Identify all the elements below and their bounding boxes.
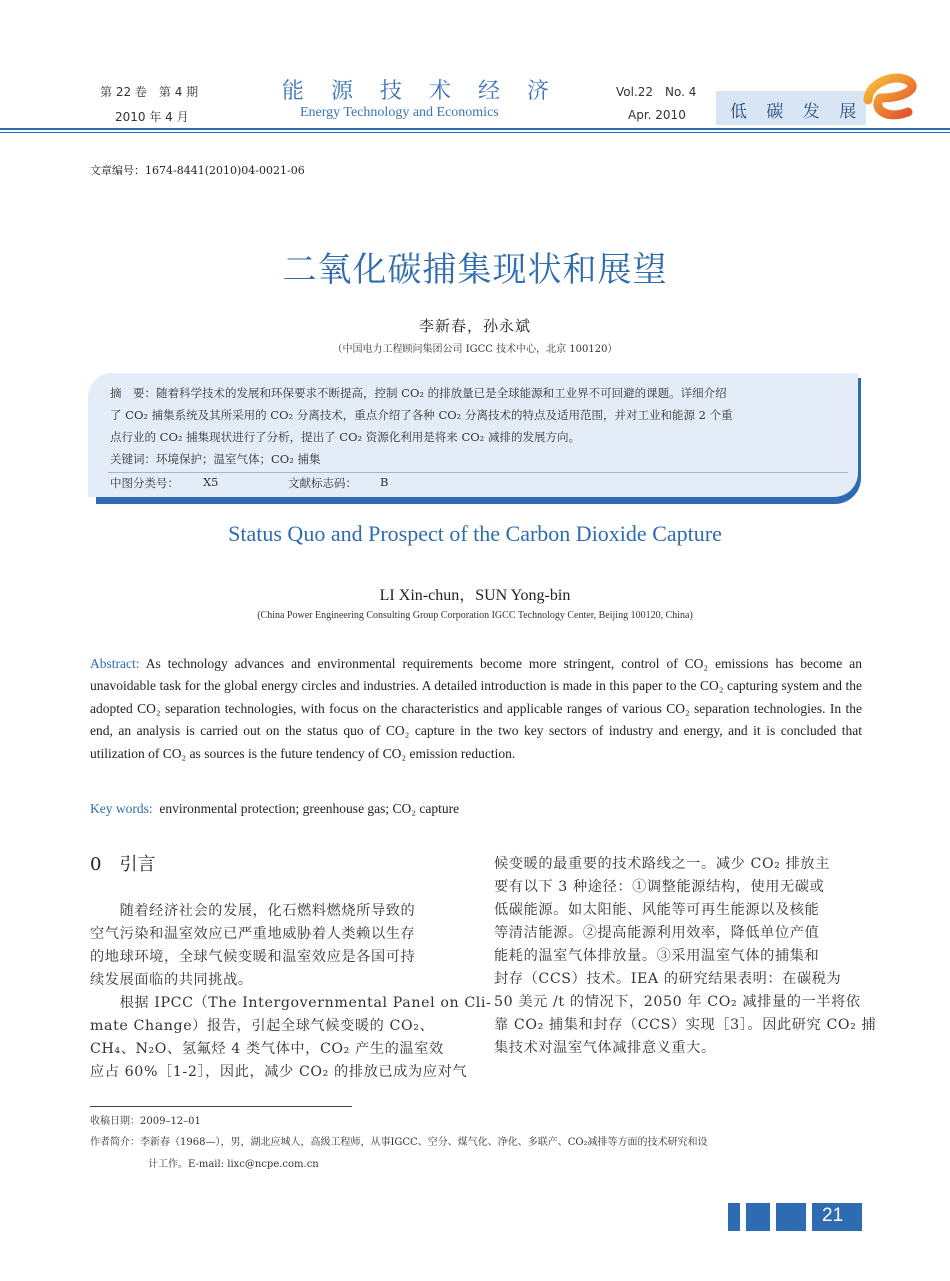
body-line: 靠 CO₂ 捕集和封存（CCS）实现［3］。因此研究 CO₂ 捕 — [494, 1017, 877, 1033]
clc-label: 中图分类号： — [110, 476, 179, 490]
abstract-cn-line: 摘 要：随着科学技术的发展和环保要求不断提高，控制 CO₂ 的排放量已是全球能源和工业界不可回避的课题。详细介绍 — [110, 386, 727, 400]
doc-code-label: 文献标志码： — [288, 476, 357, 490]
body-line: 能耗的温室气体排放量。③采用温室气体的捕集和 — [494, 948, 820, 964]
abstract-en-text: As technology advances and environmental requirements become more stringent, control of CO₂ emissions has become an unavoidable task for the global energy circles and industries. A detailed introduction is made in this paper to the CO₂ capturing system and the adopted CO₂ separation technologies, with focus on the characteristics and applicable ranges of various CO₂ separation technologies. In the end, an analysis is carried out on the status quo of CO₂ capture in the two key sectors of industry and energy, and it is concluded that utilization of CO₂ as sources is the future tendency of CO₂ emission reduction. — [90, 656, 862, 761]
affiliation-cn: （中国电力工程顾问集团公司 IGCC 技术中心，北京 100120） — [332, 344, 618, 355]
section-heading: 0 引言 — [90, 854, 156, 875]
body-line: 要有以下 3 种途径：①调整能源结构，使用无碳或 — [494, 879, 825, 895]
journal-title-en: Energy Technology and Economics — [300, 105, 499, 120]
keywords-en — [90, 801, 459, 817]
page-tab-block — [728, 1203, 740, 1231]
keywords-cn: 关键词：环境保护；温室气体；CO₂ 捕集 — [110, 452, 321, 466]
body-column-left — [90, 900, 492, 1084]
page-number: 21 — [822, 1205, 844, 1226]
section-tag: 低 碳 发 展 — [730, 102, 864, 122]
body-line: 空气污染和温室效应已严重地威胁着人类赖以生存 — [90, 926, 416, 942]
body-line: 封存（CCS）技术。IEA 的研究结果表明：在碳税为 — [494, 971, 842, 987]
body-line: mate Change）报告，引起全球气候变暖的 CO₂、 — [90, 1018, 435, 1034]
title-en: Status Quo and Prospect of the Carbon Dioxide Capture — [228, 521, 722, 546]
abstract-en-label: Abstract: — [90, 656, 140, 671]
footnote-rule — [90, 1106, 352, 1107]
body-line: 根据 IPCC（The Intergovernmental Panel on Cli- — [90, 995, 492, 1011]
body-line: 的地球环境，全球气候变暖和温室效应是各国可持 — [90, 949, 416, 965]
title-cn: 二氧化碳捕集现状和展望 — [282, 250, 668, 290]
volume-issue-cn: 第 22 卷 第 4 期 — [100, 85, 199, 99]
body-line: 应占 60%［1-2］，因此，减少 CO₂ 的排放已成为应对气 — [90, 1064, 468, 1080]
received-date: 收稿日期：2009–12–01 — [90, 1116, 201, 1127]
date-cn: 2010 年 4 月 — [115, 110, 189, 124]
abstract-separator — [108, 472, 848, 473]
author-bio: 作者简介：李新春（1968—），男，湖北应城人，高级工程师，从事IGCC、空分、煤气化、净化、多联产、CO₂减排等方面的技术研究和设 — [90, 1137, 708, 1148]
body-line: CH₄、N₂O、氢氟烃 4 类气体中，CO₂ 产生的温室效 — [90, 1041, 444, 1057]
body-column-right — [494, 853, 877, 1060]
body-line: 续发展面临的共同挑战。 — [90, 972, 253, 988]
journal-logo-icon — [858, 68, 922, 124]
header-rule-thin — [0, 132, 950, 133]
page-tab-block — [746, 1203, 770, 1231]
abstract-en — [90, 653, 862, 765]
header-rule — [0, 128, 950, 130]
abstract-cn-line: 点行业的 CO₂ 捕集现状进行了分析，提出了 CO₂ 资源化利用是将来 CO₂ 减排的发展方向。 — [110, 430, 580, 444]
authors-en: LI Xin-chun，SUN Yong-bin — [379, 587, 571, 604]
keywords-en-text: environmental protection; greenhouse gas; CO₂ capture — [159, 801, 460, 816]
page-tab-block — [776, 1203, 806, 1231]
body-line: 随着经济社会的发展，化石燃料燃烧所导致的 — [90, 903, 416, 919]
body-line: 集技术对温室气体减排意义重大。 — [494, 1040, 716, 1056]
keywords-en-label: Key words: — [90, 801, 153, 816]
affiliation-en: (China Power Engineering Consulting Group Corporation IGCC Technology Center, Beijing 100120, China) — [257, 610, 693, 621]
body-line: 候变暖的最重要的技术路线之一。减少 CO₂ 排放主 — [494, 856, 830, 872]
article-number: 文章编号：1674-8441(2010)04-0021-06 — [90, 164, 305, 177]
date-en: Apr. 2010 — [628, 108, 686, 122]
author-bio-email: 计工作。E-mail: lixc@ncpe.com.cn — [148, 1159, 319, 1170]
abstract-cn-line: 了 CO₂ 捕集系统及其所采用的 CO₂ 分离技术，重点介绍了各种 CO₂ 分离技术的特点及适用范围，并对工业和能源 2 个重 — [110, 408, 733, 422]
doc-code-value: B — [380, 475, 389, 489]
clc-value: X5 — [203, 475, 219, 489]
body-line: 低碳能源。如太阳能、风能等可再生能源以及核能 — [494, 902, 820, 918]
volume-issue-en: Vol.22 No. 4 — [616, 85, 697, 99]
authors-cn: 李新春，孙永斌 — [418, 317, 531, 335]
body-line: 等清洁能源。②提高能源利用效率，降低单位产值 — [494, 925, 820, 941]
journal-title-cn: 能 源 技 术 经 济 — [282, 79, 559, 104]
body-line: 50 美元 /t 的情况下，2050 年 CO₂ 减排量的一半将依 — [494, 994, 861, 1010]
